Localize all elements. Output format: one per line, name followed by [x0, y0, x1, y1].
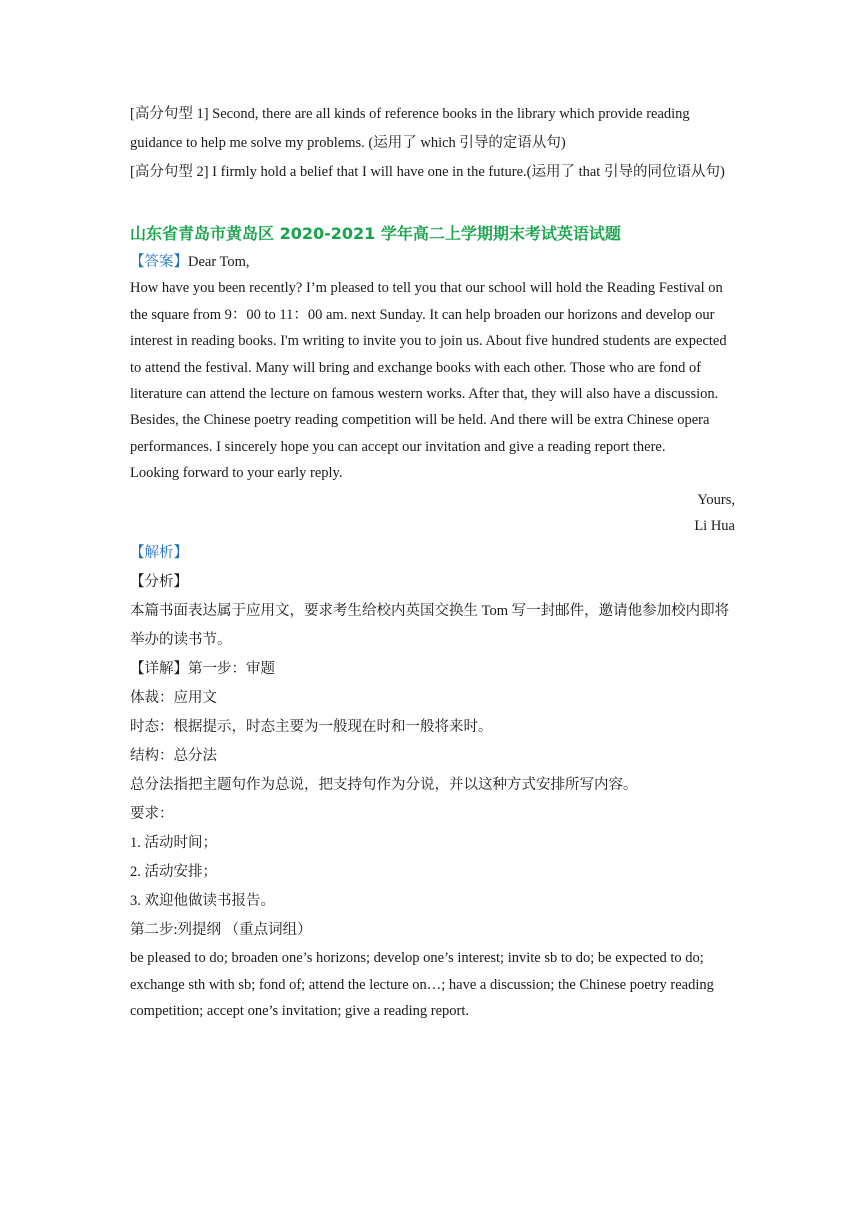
- high-score-sentence-2: [高分句型 2] I firmly hold a belief that I will have one in the future.(运用了 that 引导的同位语从句): [130, 164, 725, 180]
- high-score-sentence-1: [高分句型 1] Second, there are all kinds of reference books in the library which provide reading guidance to help me solve my problems. (运用了 which 引导的定语从句): [130, 106, 690, 151]
- requirements-label: 要求：: [130, 806, 174, 823]
- key-phrases: be pleased to do; broaden one’s horizons; develop one’s interest; invite sb to do; be expected to do; exchange sth with sb; fond of; attend the lecture on…; have a discussion; the Chinese poetry reading competition; accept one’s invitation; give a reading report.: [130, 950, 714, 1020]
- tense-line: 时态：根据提示，时态主要为一般现在时和一般将来时。: [130, 719, 493, 736]
- step2-line: 第二步:列提纲 （重点词组）: [130, 922, 312, 939]
- letter-closing-line: Looking forward to your early reply.: [130, 465, 343, 482]
- letter-body: How have you been recently? I’m pleased to tell you that our school will hold the Reading Festival on the square from 9：00 to 11：00 am. next Sunday. It can help broaden our horizons and develop our interest in reading books. I'm writing to invite you to join us. About five hundred students are expected to attend the festival. Many will bring and exchange books with each other. Those who are fond of literature can attend the lecture on famous western works. After that, they will also have a discussion. Besides, the Chinese poetry reading competition will be held. And there will be extra Chinese opera performances. I sincerely hope you can accept our invitation and give a reading report there.: [130, 280, 727, 455]
- structure-description: 总分法指把主题句作为总说，把支持句作为分说，并以这种方式安排所写内容。: [130, 777, 638, 794]
- fenxi-tag: 【分析】: [130, 574, 188, 591]
- structure-line: 结构：总分法: [130, 748, 217, 765]
- requirement-item: 2. 活动安排；: [130, 864, 217, 881]
- xiangjie-line: 【详解】第一步：审题: [130, 661, 275, 678]
- section-title: 山东省青岛市黄岛区 2020-2021 学年高二上学期期末考试英语试题: [130, 224, 621, 243]
- letter-greeting: Dear Tom,: [188, 254, 250, 270]
- answer-line: [130, 249, 735, 275]
- spacer: [130, 187, 735, 219]
- fenxi-text: 本篇书面表达属于应用文，要求考生给校内英国交换生 Tom 写一封邮件，邀请他参加校内即将举办的读书节。: [130, 603, 730, 649]
- genre-line: 体裁：应用文: [130, 690, 217, 707]
- analysis-tag: 【解析】: [130, 545, 188, 562]
- document-content: [130, 100, 735, 1025]
- letter-signature: Li Hua: [694, 518, 735, 535]
- requirement-item: 3. 欢迎他做读书报告。: [130, 893, 275, 910]
- letter-sign-off: Yours,: [697, 491, 735, 508]
- answer-tag: 【答案】: [130, 254, 188, 270]
- requirement-item: 1. 活动时间；: [130, 835, 217, 852]
